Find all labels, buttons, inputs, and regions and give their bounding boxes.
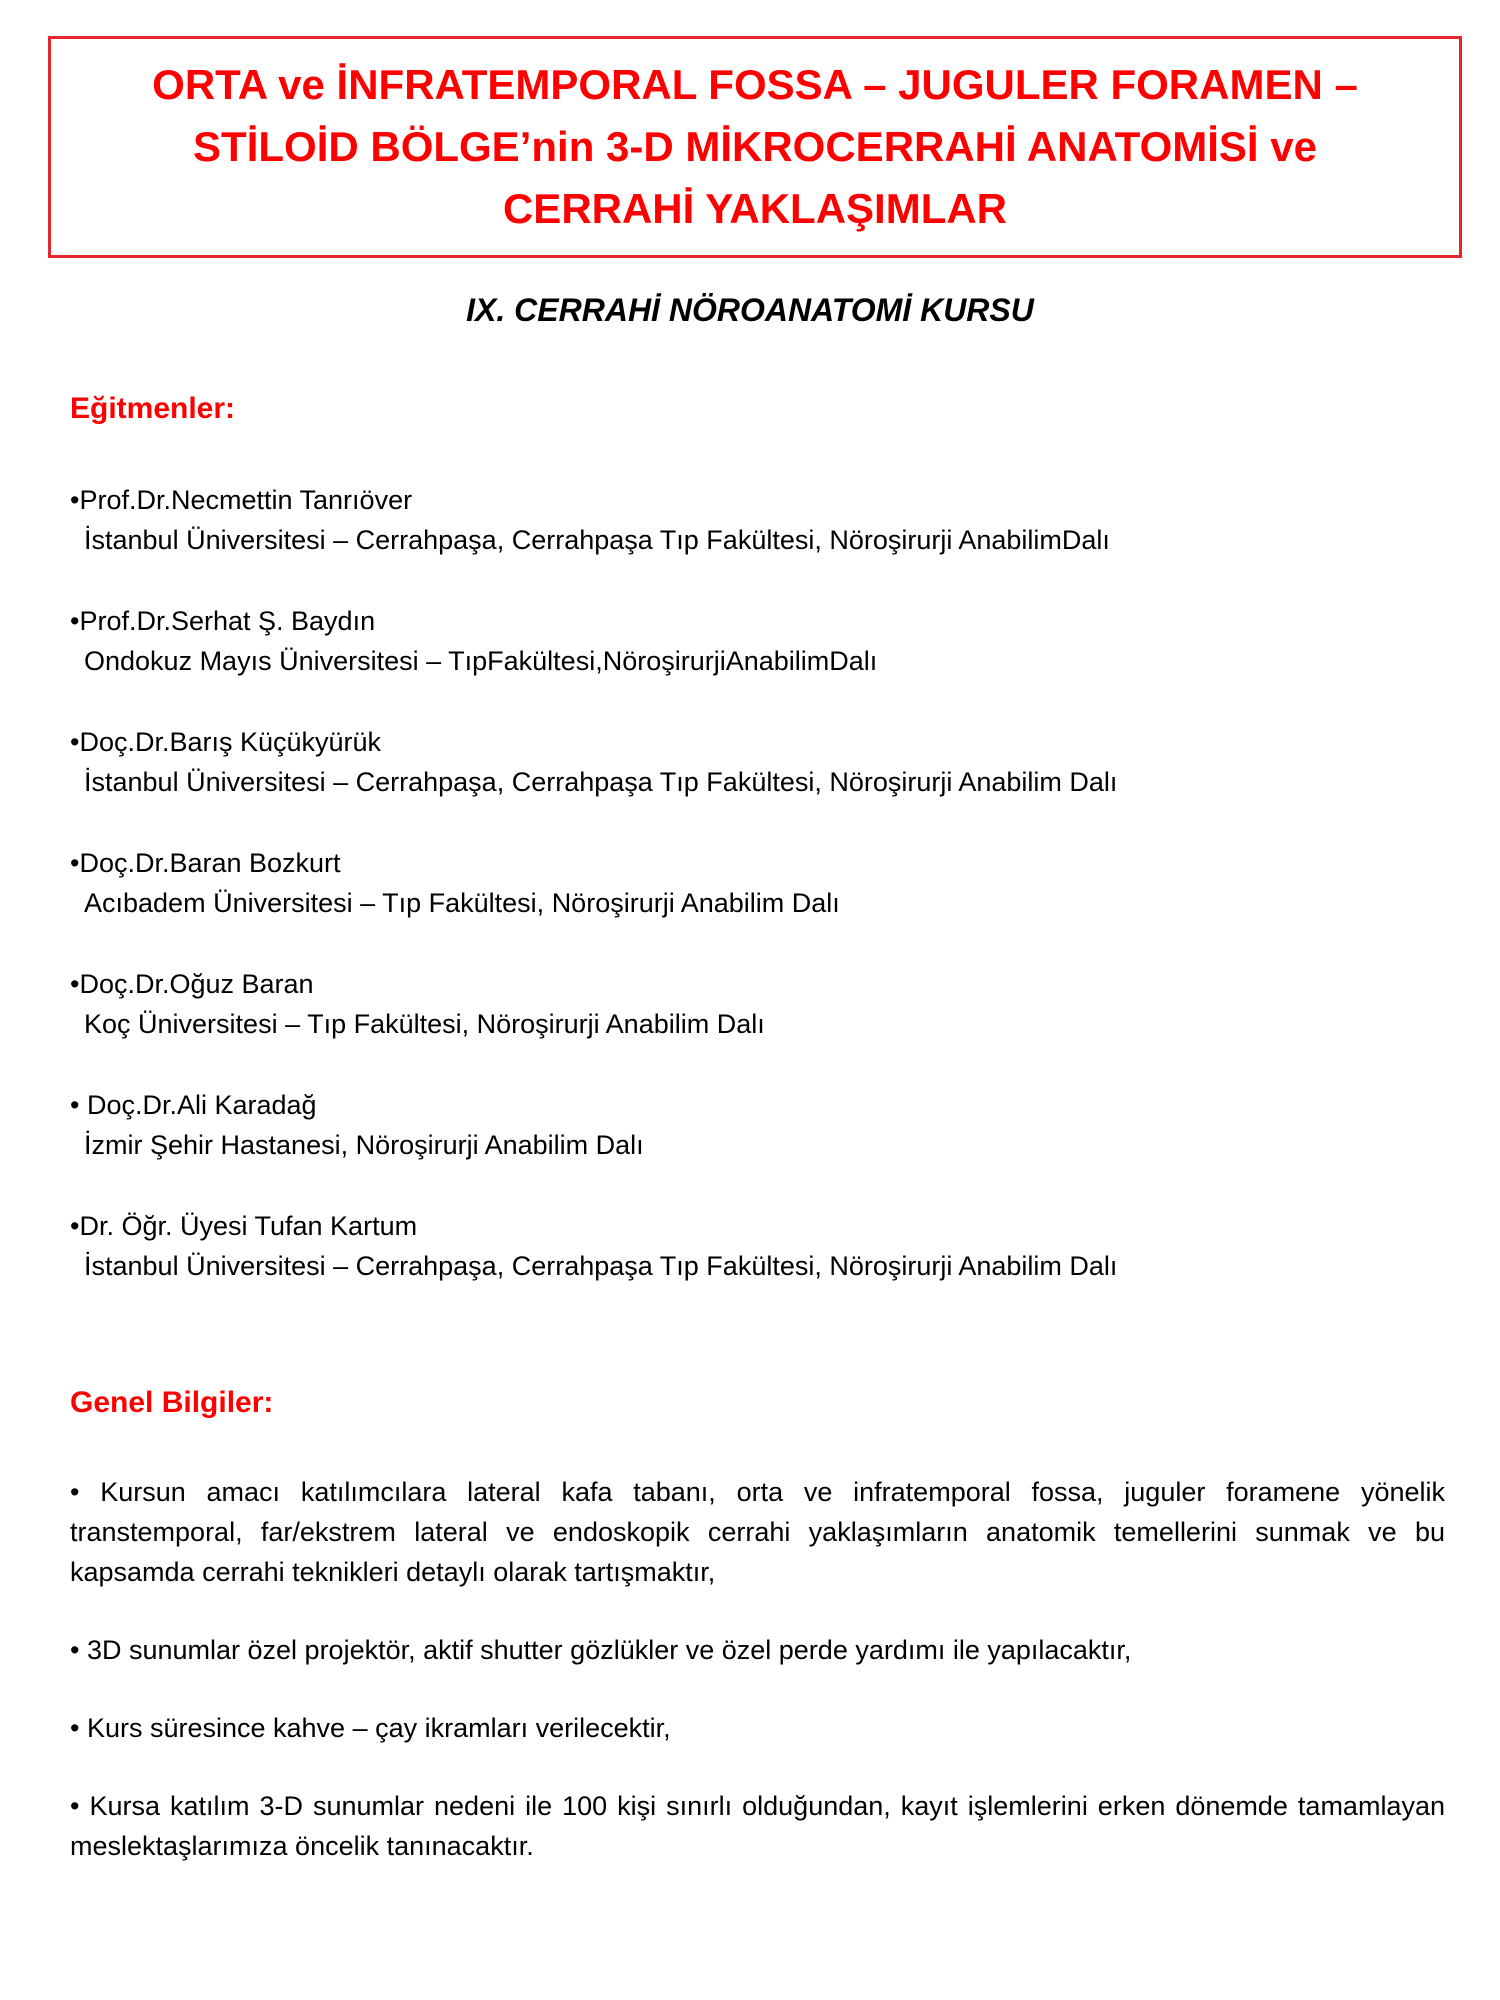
instructor-name: • Doç.Dr.Ali Karadağ [70,1090,317,1120]
instructor-item [70,601,1450,722]
instructor-name: •Prof.Dr.Serhat Ş. Baydın [70,606,376,636]
general-info-item: • Kurs süresince kahve – çay ikramları verilecektir, [70,1713,671,1743]
instructor-affiliation: Ondokuz Mayıs Üniversitesi – TıpFakültesi,NöroşirurjiAnabilimDalı [84,646,878,676]
instructor-name: •Dr. Öğr. Üyesi Tufan Kartum [70,1211,418,1241]
general-info-list [70,1472,1445,1904]
title-line-3: CERRAHİ YAKLAŞIMLAR [502,185,1008,232]
instructor-affiliation: İstanbul Üniversitesi – Cerrahpaşa, Cerrahpaşa Tıp Fakültesi, Nöroşirurji Anabilim Dalı [84,767,1118,797]
instructor-affiliation: Koç Üniversitesi – Tıp Fakültesi, Nöroşirurji Anabilim Dalı [84,1009,765,1039]
course-subtitle: IX. CERRAHİ NÖROANATOMİ KURSU [466,292,1034,328]
instructors-heading: Eğitmenler: [70,392,236,425]
instructor-name: •Doç.Dr.Baran Bozkurt [70,848,341,878]
instructor-item [70,722,1450,843]
general-info-item: • Kursun amacı katılımcılara lateral kafa tabanı, orta ve infratemporal fossa, juguler foramene yönelik transtemporal, far/ekstrem lateral ve endoskopik cerrahi yaklaşımların anatomik temellerini sunmak ve bu kapsamda cerrahi teknikleri detaylı olarak tartışmaktır, [70,1477,1445,1587]
instructor-affiliation: İzmir Şehir Hastanesi, Nöroşirurji Anabilim Dalı [84,1130,644,1160]
instructor-affiliation: Acıbadem Üniversitesi – Tıp Fakültesi, Nöroşirurji Anabilim Dalı [84,888,840,918]
title-line-1: ORTA ve İNFRATEMPORAL FOSSA – JUGULER FORAMEN – [152,61,1358,108]
general-info-item: • 3D sunumlar özel projektör, aktif shutter gözlükler ve özel perde yardımı ile yapılacaktır, [70,1635,1132,1665]
general-info-heading: Genel Bilgiler: [70,1386,274,1419]
instructor-name: •Prof.Dr.Necmettin Tanrıöver [70,485,413,515]
instructor-item [70,1206,1450,1327]
instructor-affiliation: İstanbul Üniversitesi – Cerrahpaşa, Cerrahpaşa Tıp Fakültesi, Nöroşirurji Anabilim Dalı [84,1251,1118,1281]
instructor-name: •Doç.Dr.Barış Küçükyürük [70,727,382,757]
instructor-name: •Doç.Dr.Oğuz Baran [70,969,314,999]
instructor-list [70,480,1450,1327]
instructor-affiliation: İstanbul Üniversitesi – Cerrahpaşa, Cerrahpaşa Tıp Fakültesi, Nöroşirurji AnabilimDalı [84,525,1110,555]
instructor-item [70,480,1450,601]
instructor-item [70,1085,1450,1206]
general-info-item: • Kursa katılım 3-D sunumlar nedeni ile 100 kişi sınırlı olduğundan, kayıt işlemlerini erken dönemde tamamlayan meslektaşlarımıza öncelik tanınacaktır. [70,1791,1445,1861]
instructor-item [70,843,1450,964]
title-line-2: STİLOİD BÖLGE’nin 3-D MİKROCERRAHİ ANATOMİSİ ve [193,123,1317,170]
title-box [48,36,1462,258]
instructor-item [70,964,1450,1085]
